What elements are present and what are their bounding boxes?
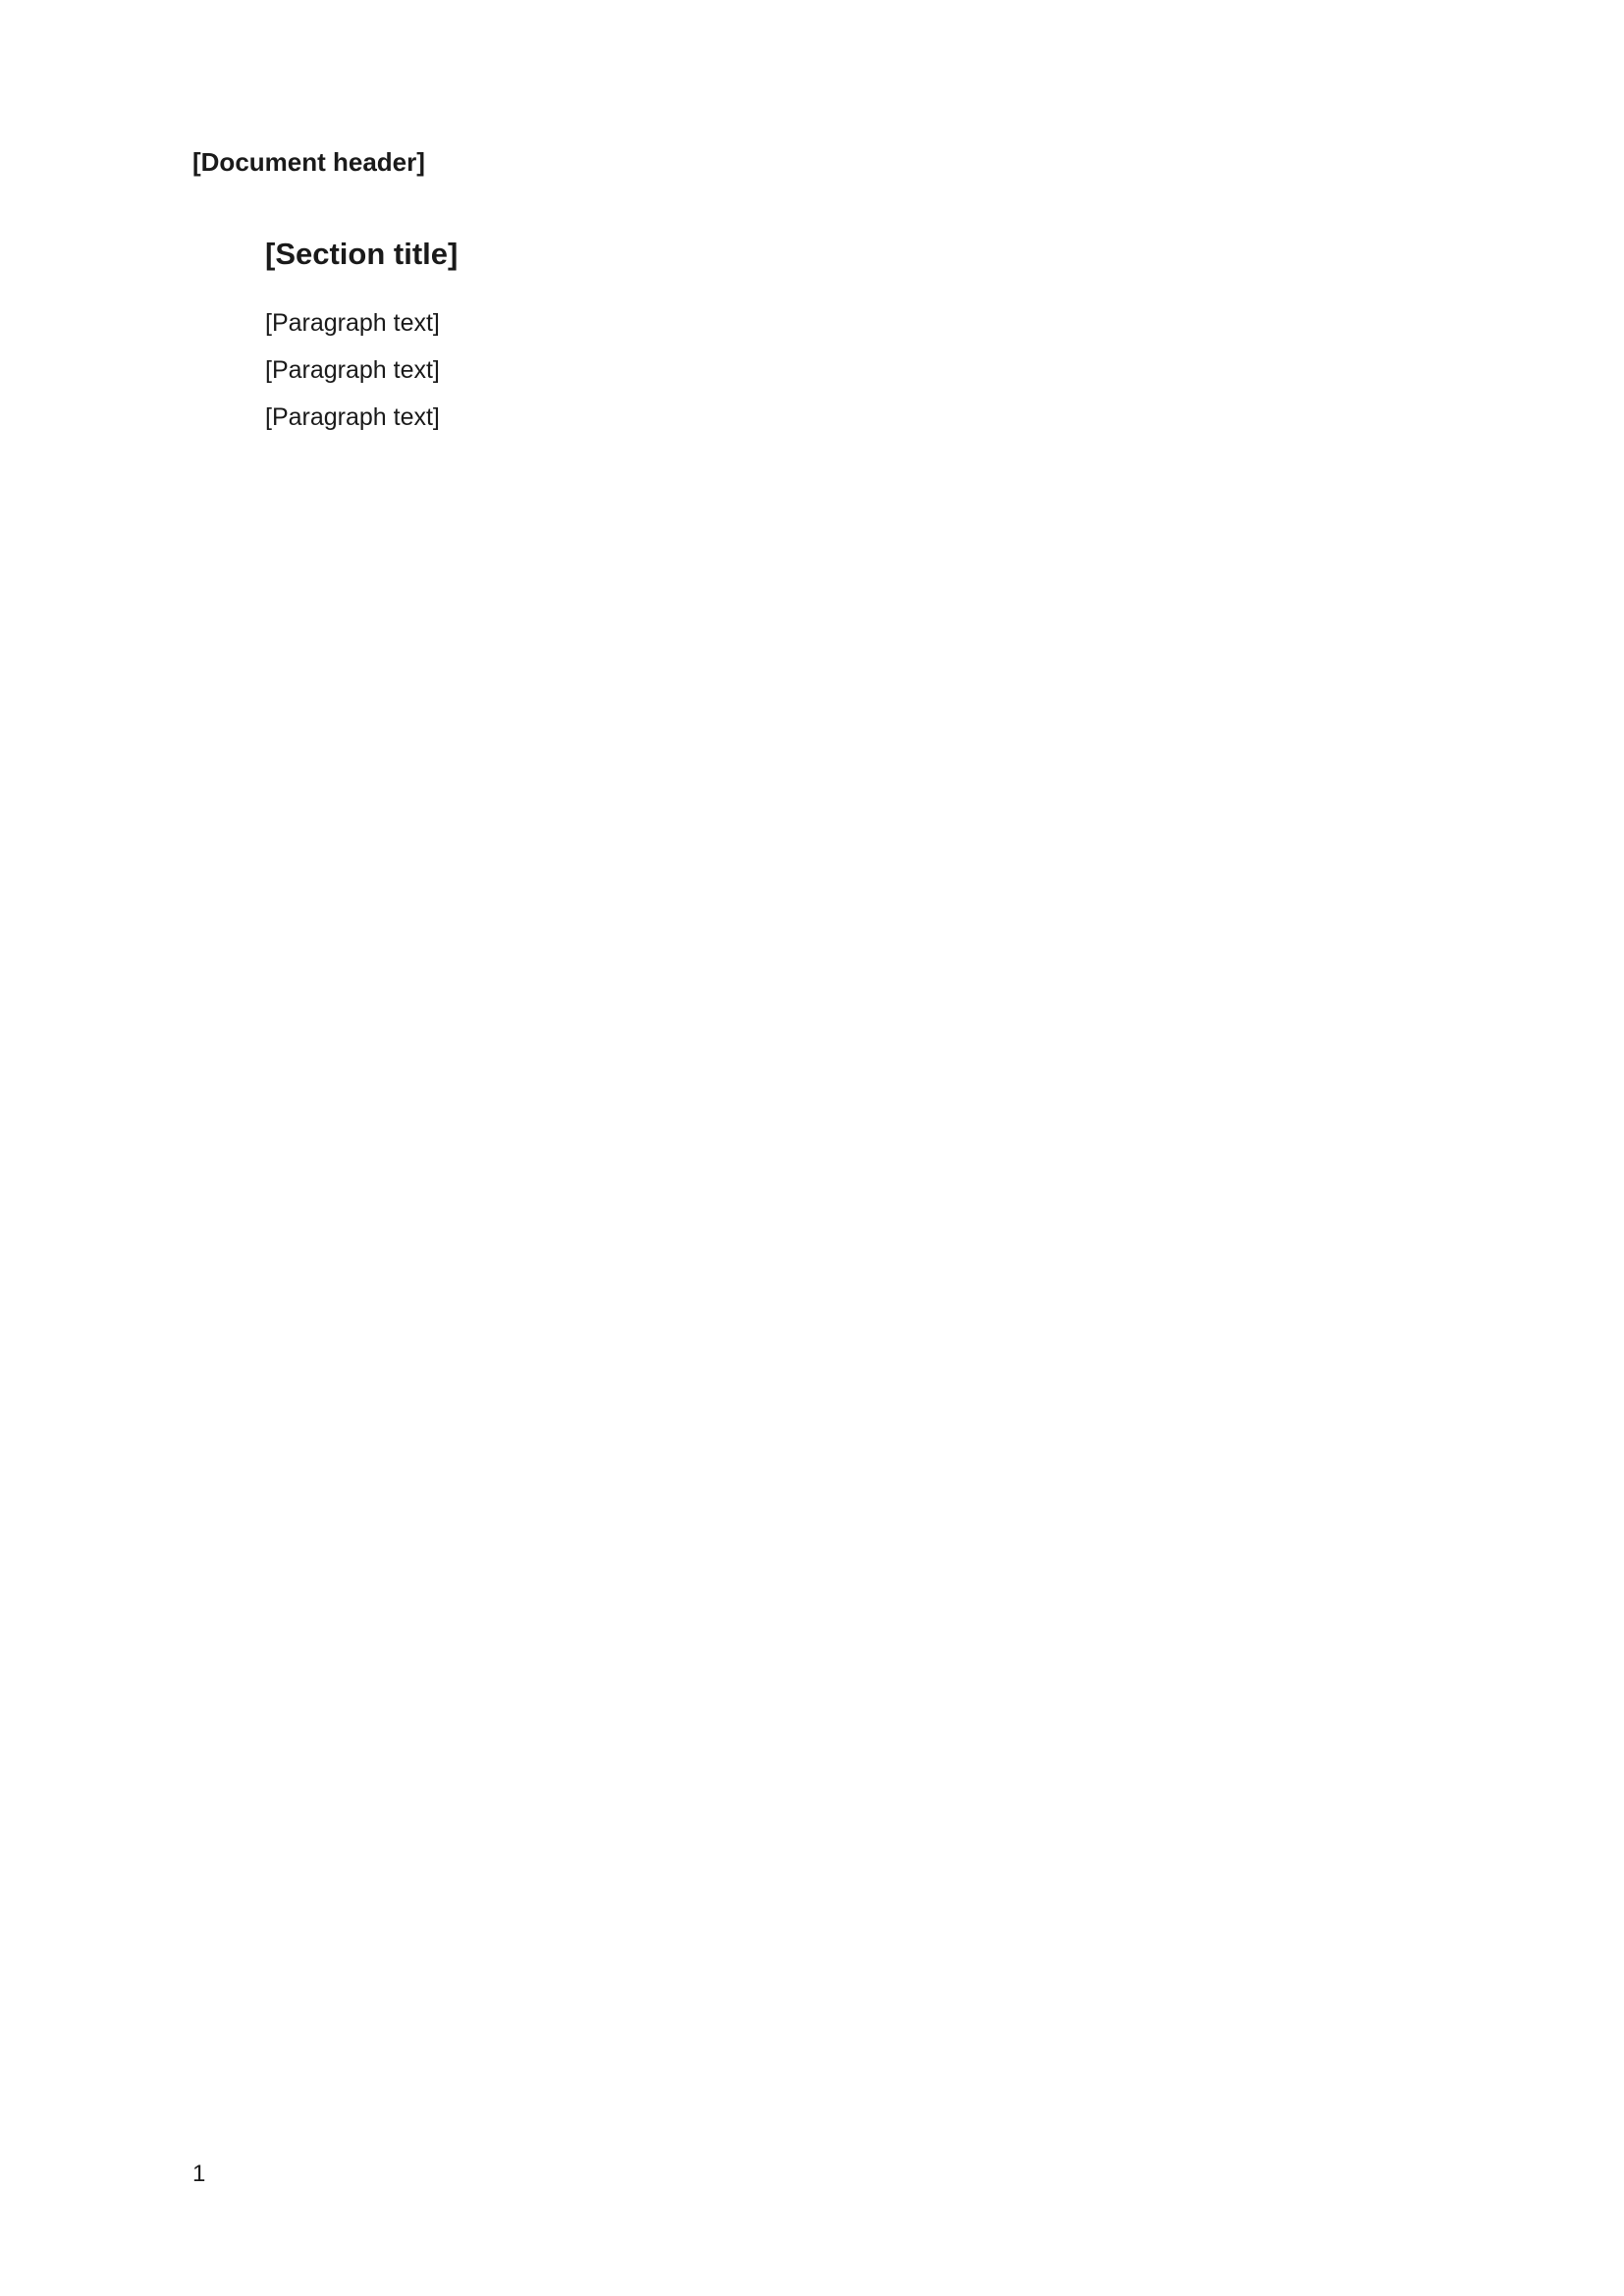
paragraph: [Paragraph text] — [265, 356, 440, 384]
page-number: 1 — [192, 2161, 206, 2187]
paragraph: [Paragraph text] — [265, 309, 440, 337]
paragraph: [Paragraph text] — [265, 403, 440, 431]
section-title: [Section title] — [265, 237, 459, 271]
document-header: [Document header] — [192, 147, 425, 177]
